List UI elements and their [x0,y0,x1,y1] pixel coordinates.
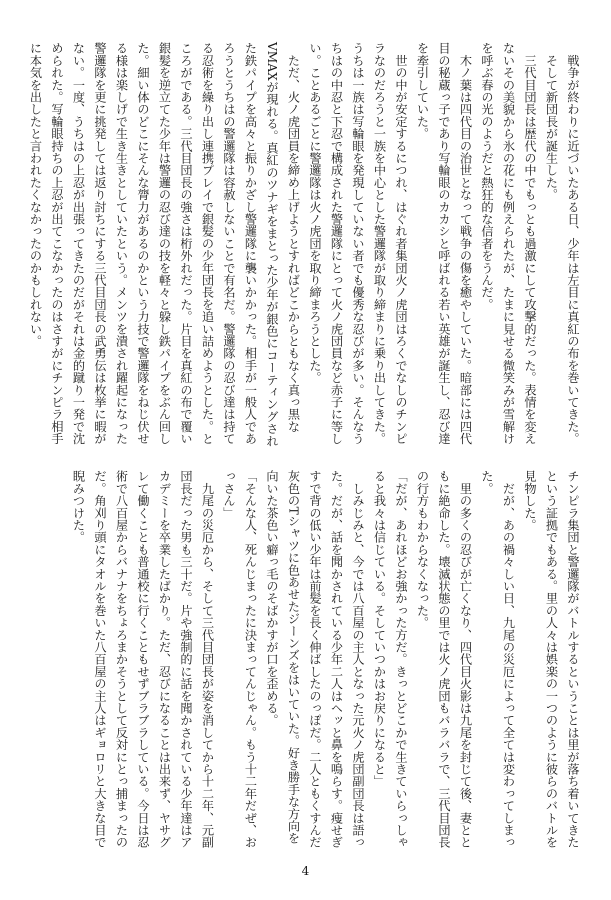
upper-text-block [23,42,583,450]
paragraph: 木ノ葉は四代目の治世となって戦争の傷を癒やしていた。暗部には四代目の秘蔵っ子であり写輪眼のカカシと呼ばれる若い英雄が誕生し、忍び達を牽引していた。 [415,42,473,445]
paragraph: 戦争が終わりに近づいたある日、少年は左目に真紅の布を巻いてきた。 [566,42,580,445]
paragraph: 九尾の災厄から、そして三代目団長が姿を消してから十二年、元副団長だった男も三十だ。片や強制的に話を聞かされている少年達はアカデミーを卒業したばかり。ただ、忍びになることは出来ず、ヤサグレて働くことも普通校に行くこともせずブラブラしている。今日は忍術で八百屋からバナナをちょろまかそうとして反対にとっ捕まったのだ。角刈り頭にタオルを巻いた八百屋の主人はギョロリと大きな目で睨みつけた。 [71,470,215,849]
paragraph: しみじみと、今では八百屋の主人となった元火ノ虎団副団長は語った。だが、話を聞かされている少年二人はヘッと鼻を鳴らす。痩せぎすで背の低い少年は前髪を長く伸ばしたのっぽだ。二人ともくすんだ灰色のTシャツに色あせたジーンズをはいていた。好き勝手な方向を向いた茶色い癖っ毛のそばかすが口を歪める。 [265,470,365,849]
paragraph: 里の多くの忍びが亡くなり、四代目火影は九尾を封じて後、妻とともに絶命した。壊滅状態の里では火ノ虎団もバラバラで、三代目団長の行方もわからなくなった。 [415,470,473,849]
paragraph: ただ、火ノ虎団員を締め上げようとすればどこからともなく真っ黒なVMAXが現れる。真紅のツナギをまとった少年が銀色にコーティングされた鉄パイプを高々と振りかざし警邏隊に襲いかかった。相手が一般人であろうとうちはの警邏隊は容赦しないことで有名だ。警邏隊の忍び達は持てる忍術を繰り出し連携プレイで銀髪の少年団長を追い詰めようとした。ところがである。三代目団長の強さは桁外れだった。片目を真紅の布で覆い銀髪を逆立てた少年は警邏の忍び達の技を軽々と躱し鉄パイプをぶん回した。細い体のどこにそんな膂力があるのかという力技で警邏隊をねじ伏せる様は楽しげで生き生きとしていたという。メンツを潰され躍起になった警邏隊を更に挑発しては返り討ちにする三代目団長の武勇伝は枚挙に暇がない。一度、うちはの上忍が出張ってきたのだがそれは金的蹴り一発で沈められた。写輪眼持ちの上忍が出てこなかったのはさすがにチンピラ相手に本気を出したと言われたくなかったのかもしれない。 [28,42,301,447]
dialogue: 「だが、あれほどお強かった方だ。きっとどこかで生きていらっしゃると我々は信じている。そしていつかはお戻りになると」 [372,470,408,849]
page-number: 4 [301,864,310,878]
paragraph: 世の中が安定するにつれ、はぐれ者集団火ノ虎団はろくでなしのチンピラなのだろうと一族を中心とした警邏隊が取り締まりに乗り出してきた。うちは一族は写輪眼を発現していない者でも優秀な忍びが多い。そんなうちはの中忍と下忍で構成された警邏隊にとって火ノ虎団員など赤子に等しい。ことあるごとに警邏隊は火ノ虎団を取り締まろうとした。 [308,42,408,445]
paragraph: だが、あの禍々しい日、九尾の災厄によって全ては変わってしまった。 [480,470,516,849]
dialogue: 「そんな人、死んじまったに決まってんじゃん。もう十二年だぜ、おっさん」 [222,470,258,849]
lower-text-block [23,470,583,850]
paragraph: チンピラ集団と警邏隊がバトルするということは里が落ち着いてきたという証拠でもある。里の人々は娯楽の一つのように彼らのバトルを見物した。 [523,470,580,849]
paragraph: そして新団長が誕生した。 [544,42,559,201]
paragraph: 三代目団長は歴代の中でもっとも過激にして攻撃的だった。表情を変えないその美貌から氷の花にも例えられたが、たまに見せる微笑みが雪解けを呼ぶ春の光のようだと熱狂的な信者をうんだ。 [480,42,537,445]
